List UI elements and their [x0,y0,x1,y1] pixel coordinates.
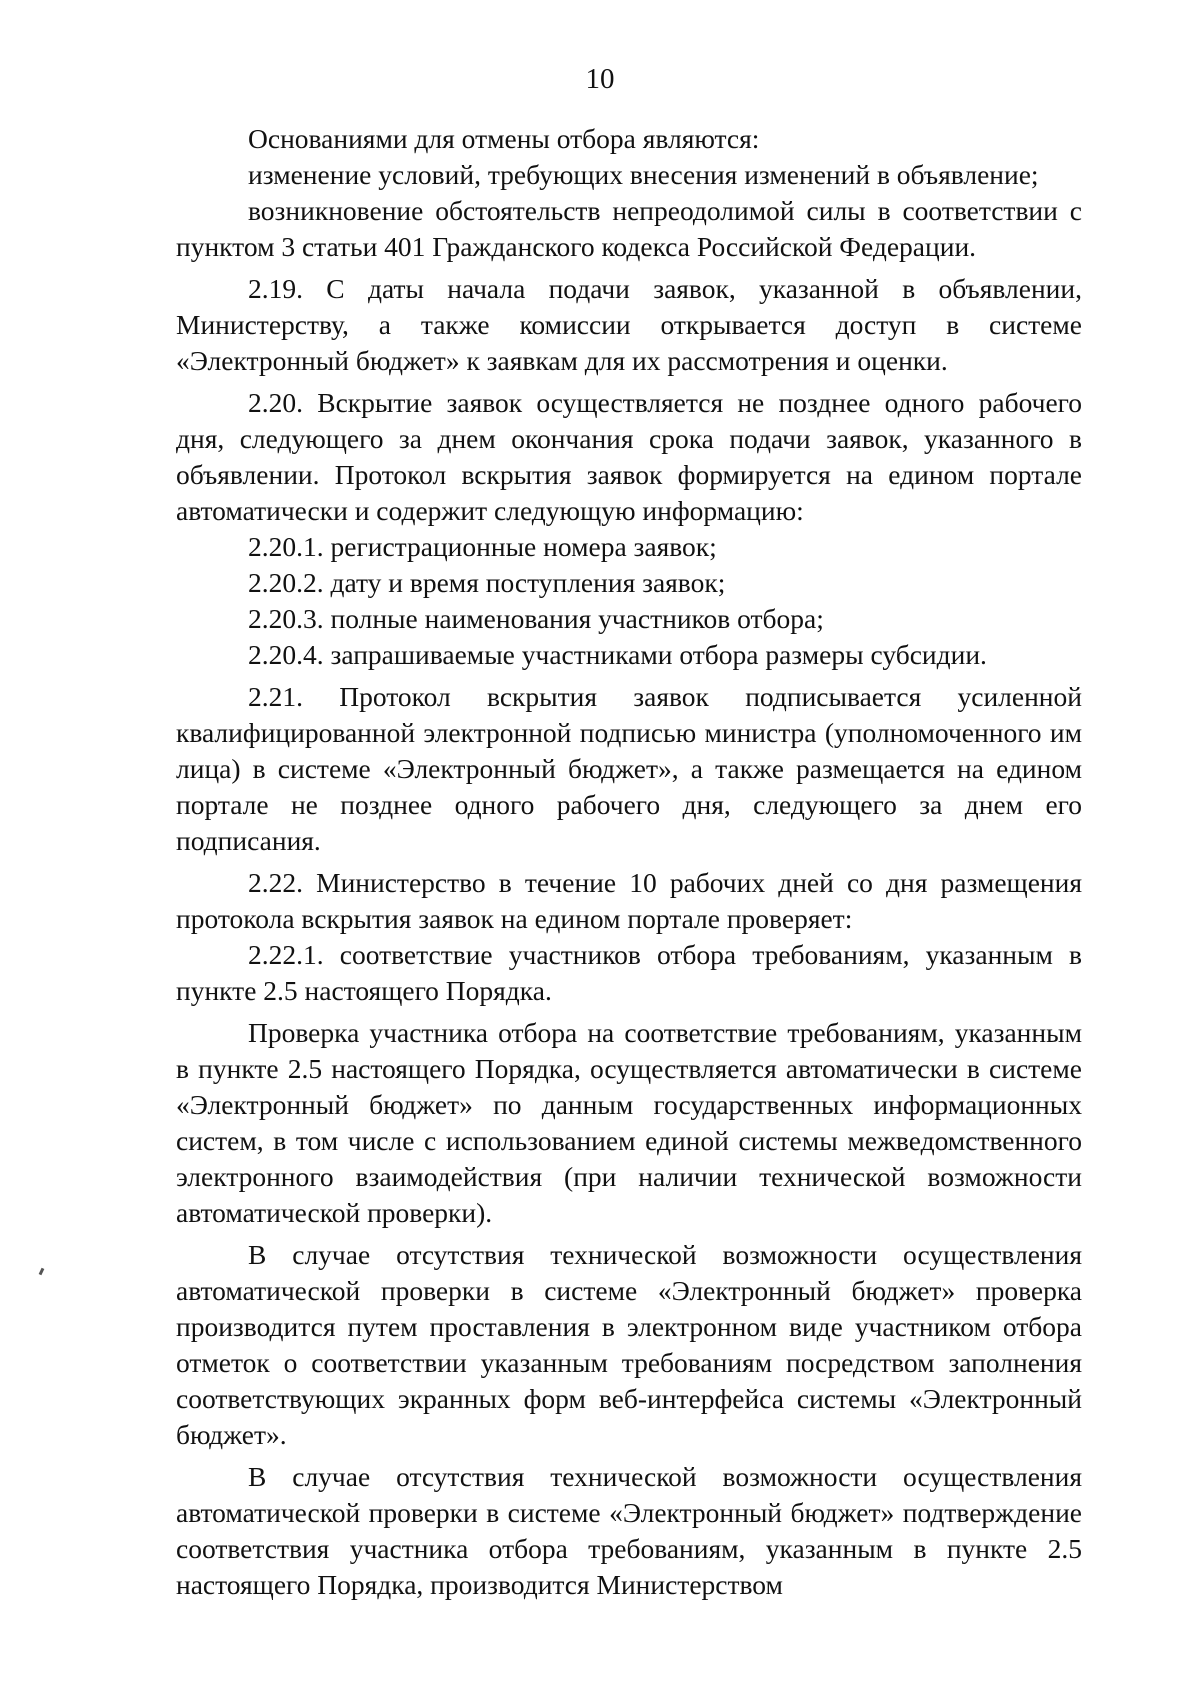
page-number: 10 [585,63,615,95]
paragraph-force-majeure: возникновение обстоятельств непреодолимой силы в соответствии с пунктом 3 статьи 401 Гражданского кодекса Российской Федерации. [176,195,1082,262]
scan-mark [39,1268,45,1276]
paragraph-2-19: 2.19. С даты начала подачи заявок, указанной в объявлении, Министерству, а также комиссии открывается доступ в системе «Электронный бюджет» к заявкам для их рассмотрения и оценки. [176,273,1082,376]
paragraph-2-20-2: 2.20.2. дату и время поступления заявок; [248,567,726,598]
paragraph-2-20-4: 2.20.4. запрашиваемые участниками отбора размеры субсидии. [248,639,987,670]
paragraph-cancellation-grounds: Основаниями для отмены отбора являются: [248,123,760,154]
paragraph-check-automatic: Проверка участника отбора на соответствие требованиям, указанным в пункте 2.5 настоящего Порядка, осуществляется автоматически в системе «Электронный бюджет» по данным государственных информационных систем, в том числе с использованием единой системы межведомственного электронного взаимодействия (при наличии технической возможности автоматической проверки). [176,1017,1082,1228]
paragraph-no-technical-possibility-2: В случае отсутствия технической возможности осуществления автоматической проверки в системе «Электронный бюджет» подтверждение соответствия участника отбора требованиям, указанным в пункте 2.5 настоящего Порядка, производится Министерством [176,1461,1082,1600]
paragraph-no-technical-possibility-1: В случае отсутствия технической возможности осуществления автоматической проверки в системе «Электронный бюджет» проверка производится путем проставления в электронном виде участником отбора отметок о соответствии указанным требованиям посредством заполнения соответствующих экранных форм веб-интерфейса системы «Электронный бюджет». [176,1239,1082,1450]
paragraph-2-22: 2.22. Министерство в течение 10 рабочих дней со дня размещения протокола вскрытия заявок на едином портале проверяет: [176,867,1082,934]
paragraph-2-20: 2.20. Вскрытие заявок осуществляется не позднее одного рабочего дня, следующего за днем окончания срока подачи заявок, указанного в объявлении. Протокол вскрытия заявок формируется на едином портале автоматически и содержит следующую информацию: [176,387,1082,526]
paragraph-2-22-1: 2.22.1. соответствие участников отбора требованиям, указанным в пункте 2.5 настоящего Порядка. [176,939,1082,1006]
paragraph-2-20-1: 2.20.1. регистрационные номера заявок; [248,531,717,562]
paragraph-2-21: 2.21. Протокол вскрытия заявок подписывается усиленной квалифицированной электронной подписью министра (уполномоченного им лица) в системе «Электронный бюджет», а также размещается на едином портале не позднее одного рабочего дня, следующего за днем его подписания. [176,681,1082,856]
paragraph-condition-change: изменение условий, требующих внесения изменений в объявление; [248,159,1039,190]
document-body [176,121,1082,1603]
paragraph-2-20-3: 2.20.3. полные наименования участников отбора; [248,603,824,634]
